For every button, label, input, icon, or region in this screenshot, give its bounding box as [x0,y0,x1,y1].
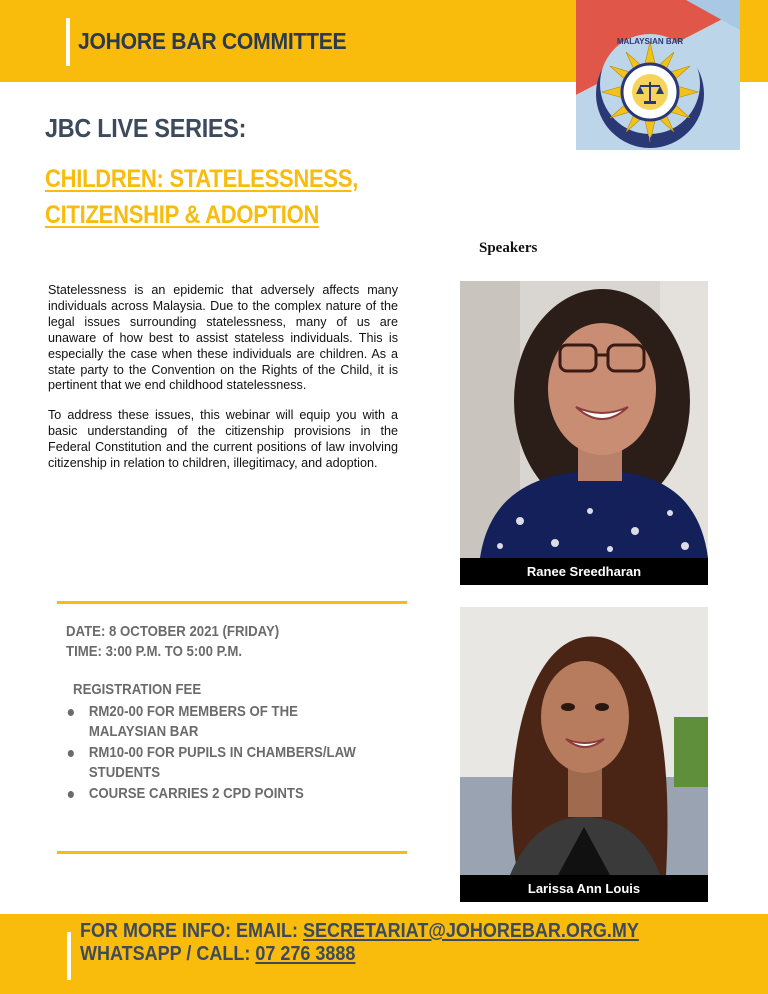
event-time: TIME: 3:00 P.M. TO 5:00 P.M. [66,643,243,660]
speakers-heading: Speakers [479,240,538,256]
fee-item [66,743,365,783]
fee-list [66,702,365,804]
fee-item-text: COURSE CARRIES 2 CPD POINTS [88,785,304,802]
event-details [66,622,365,805]
event-date: DATE: 8 OCTOBER 2021 (FRIDAY) [66,623,280,640]
description-paragraph-1: Statelessness is an epidemic that adversely affects many individuals across Malaysia. Due to the complex nature of the legal issues surrounding statelessness, many of us are unaware of how best to assist stateless individuals. This is especially the case when these individuals are children. As a state party to the Convention on the Rights of the Child, it is pertinent that we end childhood statelessness. [48,283,398,393]
phone-label: WHATSAPP / CALL: [80,943,256,965]
bullet-icon [68,750,74,757]
fee-item [66,784,365,804]
email-label: FOR MORE INFO: EMAIL: [80,920,303,942]
org-name: JOHORE BAR COMMITTEE [78,28,347,54]
speaker-name-2: Larissa Ann Louis [460,875,708,902]
logo-text-bottom: JOHORE [633,135,667,144]
speaker-name-1: Ranee Sreedharan [460,558,708,585]
event-description [48,283,398,486]
fee-item-text: RM20-00 FOR MEMBERS OF THE MALAYSIAN BAR [88,703,298,740]
email-link[interactable]: SECRETARIAT@JOHOREBAR.ORG.MY [302,920,639,942]
bullet-icon [68,709,74,716]
header-divider [66,18,70,66]
footer-divider [67,932,71,980]
malaysian-bar-logo [576,0,740,150]
details-top-rule [57,601,407,604]
phone-line [80,943,355,966]
event-title-line-1: CHILDREN: STATELESSNESS, [45,165,359,193]
fee-item [66,702,365,742]
event-title-line-2: CITIZENSHIP & ADOPTION [45,201,320,229]
description-paragraph-2: To address these issues, this webinar will equip you with a basic understanding of the citizenship provisions in the Federal Constitution and the current positions of law involving citizenship in relation to children, illegitimacy, and adoption. [48,408,398,471]
details-bottom-rule [57,851,407,854]
series-title: JBC LIVE SERIES: [45,113,247,143]
logo-text-top: MALAYSIAN BAR [616,37,684,46]
bullet-icon [68,791,74,798]
fee-heading: REGISTRATION FEE [73,681,202,698]
speaker-photo-1 [460,281,708,558]
fee-item-text: RM10-00 FOR PUPILS IN CHAMBERS/LAW STUDENTS [88,744,356,781]
email-line [80,920,639,943]
speaker-photo-2 [460,607,708,875]
phone-link[interactable]: 07 276 3888 [255,943,356,965]
footer-bar [0,914,768,994]
